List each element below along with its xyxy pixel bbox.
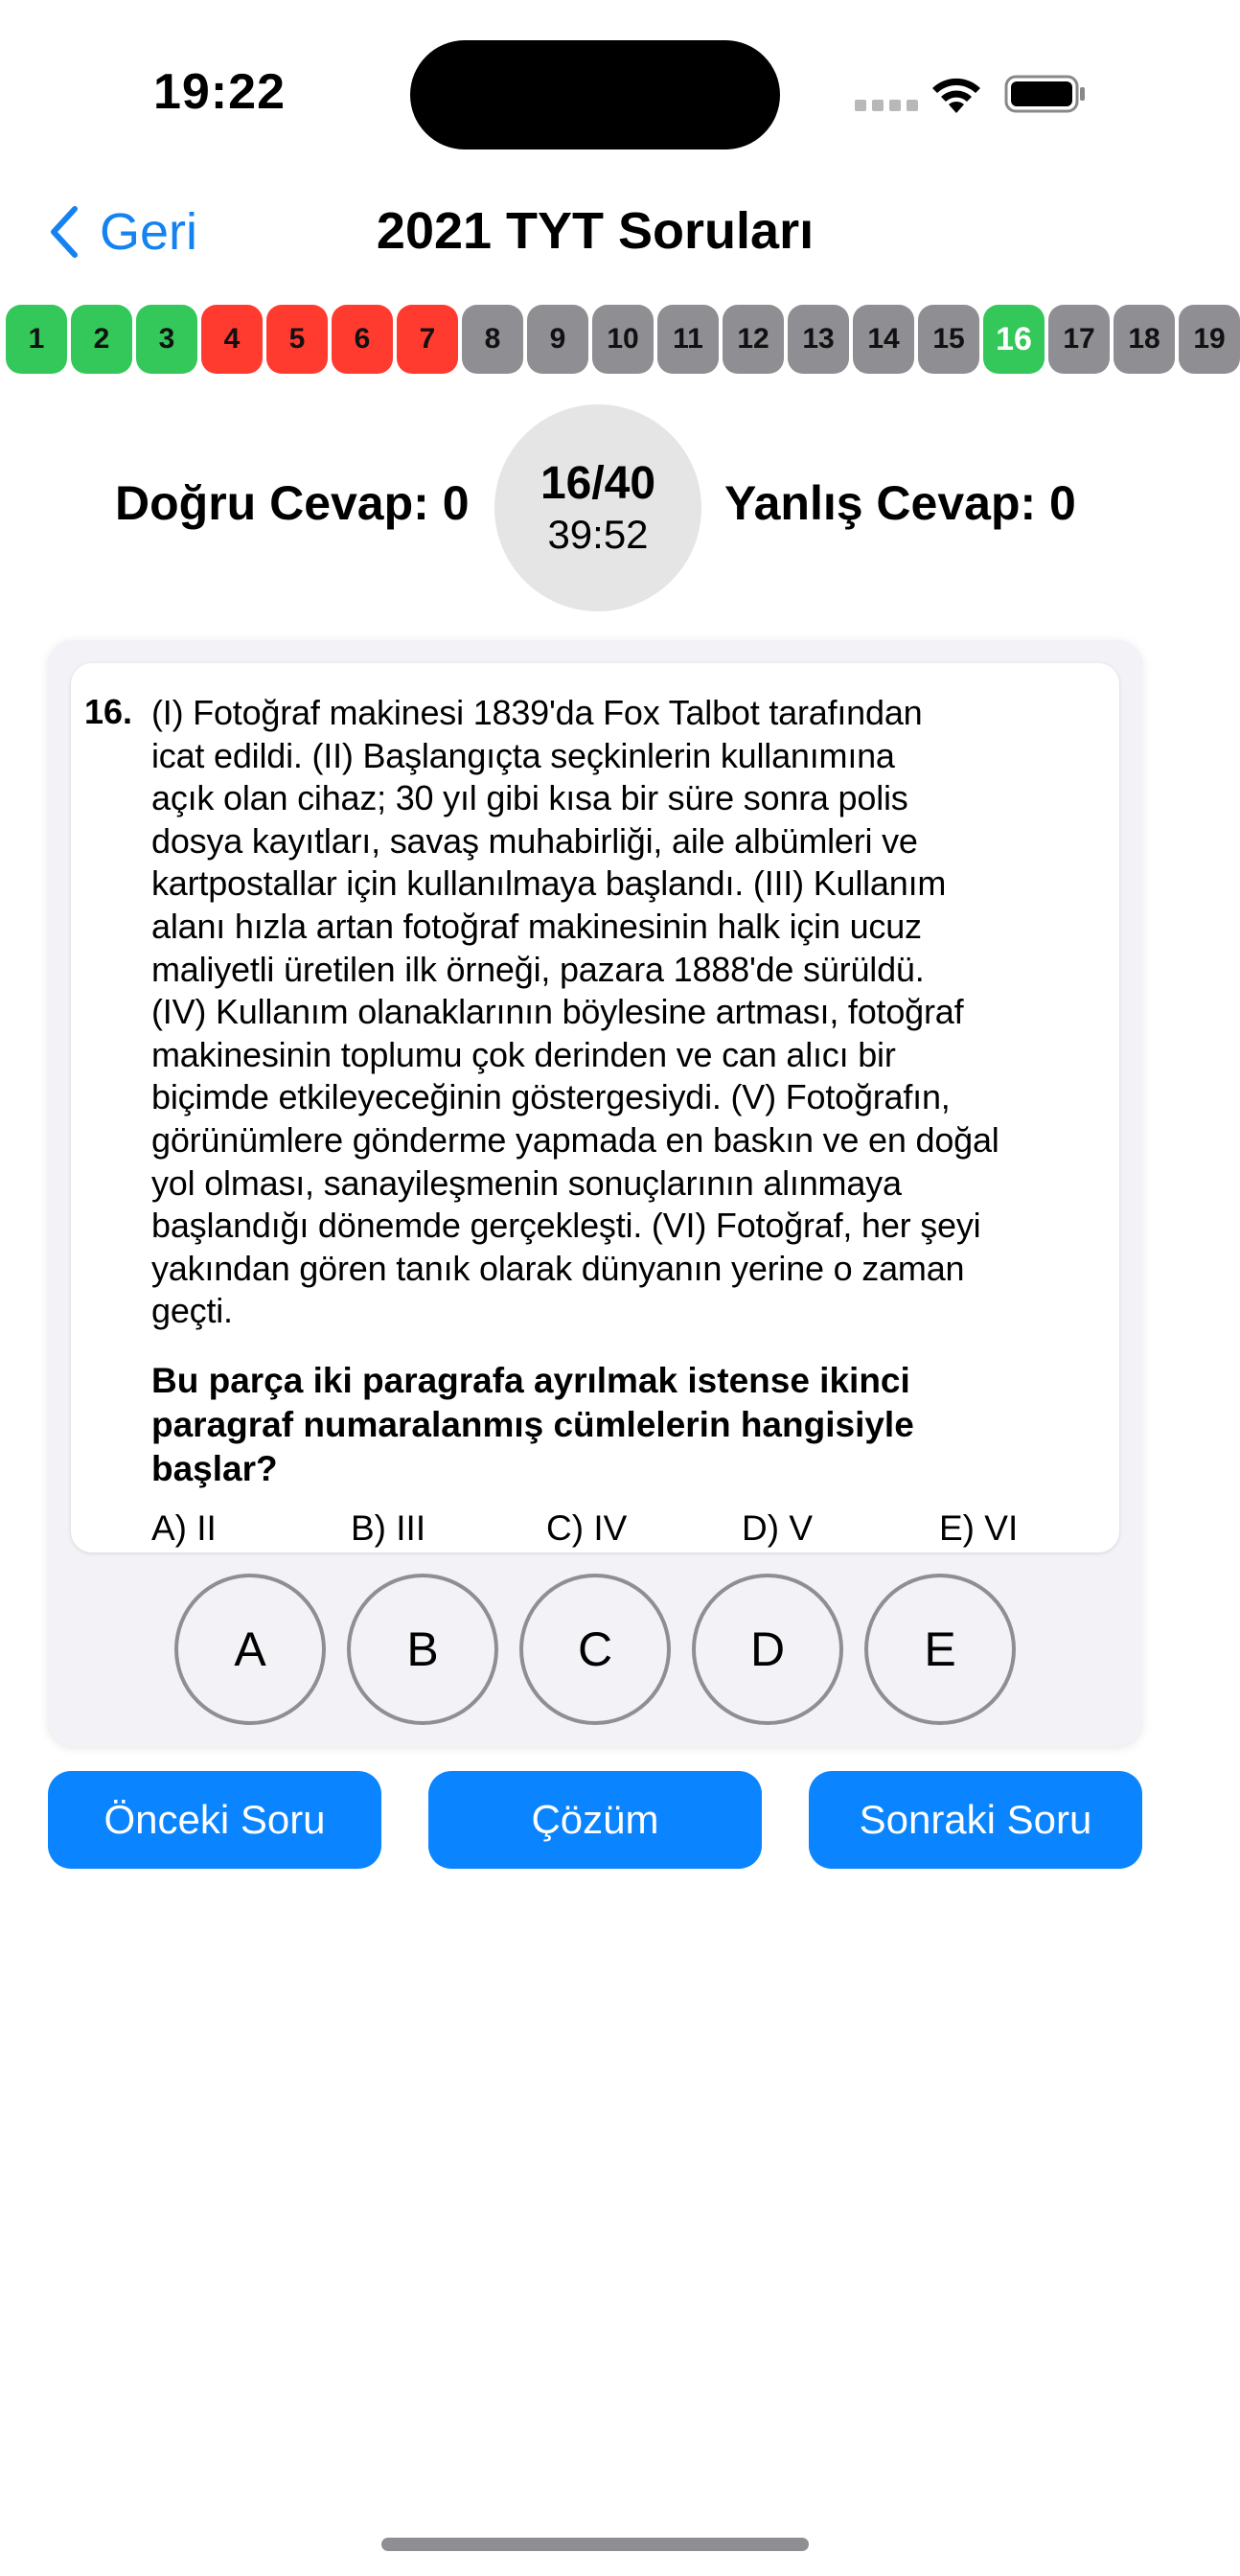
question-text-line: yakından gören tanık olarak dünyanın yerine o zaman xyxy=(151,1248,965,1288)
timer: 39:52 xyxy=(547,512,649,557)
question-chip[interactable]: 16 xyxy=(983,305,1045,374)
question-chip[interactable]: 2 xyxy=(71,305,132,374)
question-progress: 16/40 xyxy=(540,458,656,509)
previous-question-button[interactable]: Önceki Soru xyxy=(48,1771,381,1869)
question-choice-text: C) IV xyxy=(546,1508,628,1548)
question-chip[interactable]: 7 xyxy=(397,305,458,374)
question-chip[interactable]: 19 xyxy=(1179,305,1240,374)
question-text-line: alanı hızla artan fotoğraf makinesinin halk için ucuz xyxy=(151,906,922,946)
question-text-line: kartpostallar için kullanılmaya başlandı. (III) Kullanım xyxy=(151,863,947,904)
question-chip[interactable]: 9 xyxy=(527,305,588,374)
question-image xyxy=(71,663,1119,1552)
question-text-line: makinesinin toplumu çok derinden ve can alıcı bir xyxy=(151,1034,896,1074)
question-text-line: icat edildi. (II) Başlangıçta seçkinlerin kullanımına xyxy=(151,735,895,775)
question-choice-text: E) VI xyxy=(939,1508,1019,1548)
wifi-icon xyxy=(928,73,985,115)
question-chip[interactable]: 5 xyxy=(266,305,328,374)
question-chip[interactable]: 11 xyxy=(657,305,719,374)
answer-option-button[interactable]: C xyxy=(519,1574,671,1725)
question-text-line: başlandığı dönemde gerçekleşti. (VI) Fotoğraf, her şeyi xyxy=(151,1206,981,1246)
question-choice-text: A) II xyxy=(151,1508,217,1548)
correct-count: Doğru Cevap: 0 xyxy=(115,476,470,530)
question-prompt-line: paragraf numaralanmış cümlelerin hangisiyle xyxy=(151,1405,914,1444)
question-chip[interactable]: 15 xyxy=(918,305,979,374)
question-chip[interactable]: 18 xyxy=(1114,305,1175,374)
question-text-line: geçti. xyxy=(151,1291,233,1331)
question-chip[interactable]: 4 xyxy=(201,305,263,374)
question-text xyxy=(151,692,1110,1333)
status-time: 19:22 xyxy=(153,64,286,120)
cellular-signal-icon xyxy=(855,100,918,111)
question-prompt xyxy=(151,1359,1110,1491)
question-chip[interactable]: 12 xyxy=(723,305,784,374)
question-chip[interactable]: 8 xyxy=(462,305,523,374)
question-text-line: dosya kayıtları, savaş muhabirliği, aile albümleri ve xyxy=(151,820,918,861)
question-number: 16. xyxy=(84,692,133,731)
question-text-line: biçimde etkileyeceğinin göstergesiydi. (V) Fotoğrafın, xyxy=(151,1077,951,1117)
question-text-line: maliyetli üretilen ilk örneği, pazara 1888'de sürüldü. xyxy=(151,949,925,989)
dynamic-island xyxy=(410,40,780,150)
answer-option-button[interactable]: E xyxy=(864,1574,1016,1725)
next-question-button[interactable]: Sonraki Soru xyxy=(809,1771,1142,1869)
back-label: Geri xyxy=(100,203,198,261)
battery-icon xyxy=(1004,73,1087,115)
question-text-line: görünümlere gönderme yapmada en baskın ve en doğal xyxy=(151,1119,999,1160)
answer-option-button[interactable]: B xyxy=(347,1574,498,1725)
question-text-line: (I) Fotoğraf makinesi 1839'da Fox Talbot tarafından xyxy=(151,693,923,732)
question-prompt-line: başlar? xyxy=(151,1449,278,1488)
question-choice-text: B) III xyxy=(351,1508,426,1548)
question-strip xyxy=(6,305,1226,374)
question-text-line: açık olan cihaz; 30 yıl gibi kısa bir süre sonra polis xyxy=(151,778,908,818)
question-chip[interactable]: 13 xyxy=(788,305,849,374)
question-chip[interactable]: 3 xyxy=(136,305,197,374)
page-title: 2021 TYT Soruları xyxy=(376,202,815,260)
answer-options xyxy=(48,1574,1142,1725)
question-chip[interactable]: 1 xyxy=(6,305,67,374)
home-indicator xyxy=(381,2538,809,2551)
question-chip[interactable]: 6 xyxy=(332,305,393,374)
question-chip[interactable]: 17 xyxy=(1048,305,1110,374)
question-text-line: yol olması, sanayileşmenin sonuçlarının alınmaya xyxy=(151,1162,902,1203)
solution-button[interactable]: Çözüm xyxy=(428,1771,762,1869)
question-card xyxy=(48,640,1142,1746)
question-chip[interactable]: 14 xyxy=(853,305,914,374)
wrong-count: Yanlış Cevap: 0 xyxy=(724,476,1076,530)
question-choice-text: D) V xyxy=(742,1508,813,1548)
question-chip[interactable]: 10 xyxy=(592,305,654,374)
question-text-line: (IV) Kullanım olanaklarının böylesine artması, fotoğraf xyxy=(151,992,964,1032)
question-prompt-line: Bu parça iki paragrafa ayrılmak istense ikinci xyxy=(151,1361,910,1400)
answer-option-button[interactable]: D xyxy=(692,1574,843,1725)
answer-option-button[interactable]: A xyxy=(174,1574,326,1725)
progress-indicator xyxy=(494,404,701,611)
